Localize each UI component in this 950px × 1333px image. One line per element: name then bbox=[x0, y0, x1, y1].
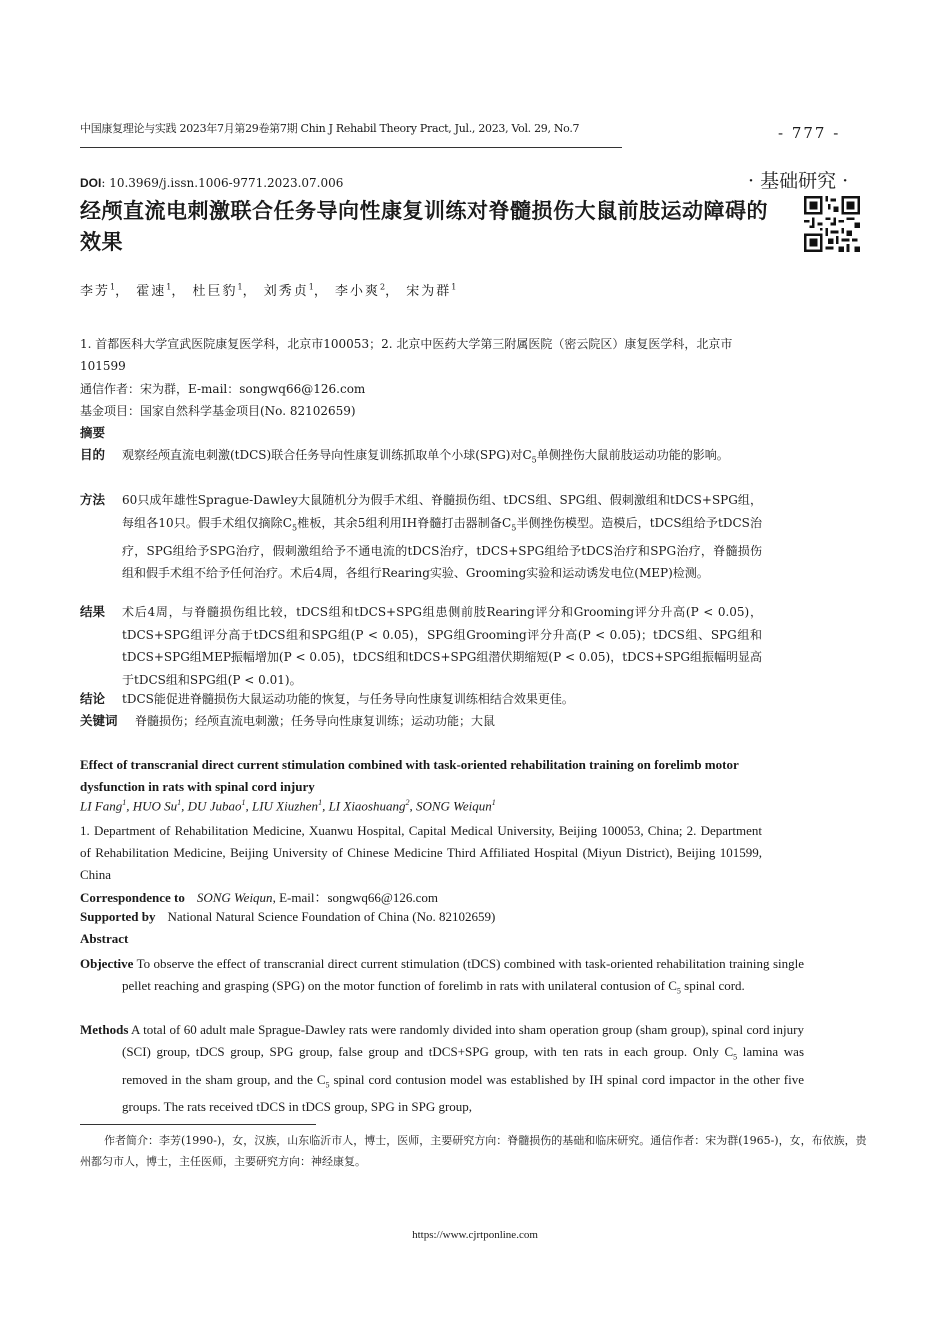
authors-en: LI Fang$^1$, HUO Su$^1$, DU Jubao$^1$, LIU Xiuzhen$^1$, LI Xiaoshuang$^2$, SONG Weiqun$^1$ bbox=[80, 798, 496, 814]
keywords-cn: 关键词 脊髓损伤；经颅直流电刺激；任务导向性康复训练；运动功能；大鼠 bbox=[80, 710, 762, 733]
abstract-methods-en: Methods A total of 60 adult male Sprague-Dawley rats were randomly divided into sham operation group (sham group), spinal cord injury (SCI) group, tDCS group, SPG group, false group and tDCS+SPG group, with ten rats in each group. Only $C_5$ lamina was removed in the sham group, and the $C_5$ spinal cord contusion model was established by IH spinal cord impactor in the other five groups. The rats received tDCS in tDCS group, SPG in SPG group, bbox=[80, 1022, 805, 1115]
author-cn: 李芳 bbox=[80, 284, 111, 299]
section-tag: · 基础研究 · bbox=[748, 170, 849, 192]
abstract-objective-cn: 目的 观察经颅直流电刺激(tDCS)联合任务导向性康复训练抓取单个小球(SPG)对$C_5$单侧挫伤大鼠前肢运动功能的影响。 bbox=[80, 444, 762, 472]
affiliations-en: 1. Department of Rehabilitation Medicine, Xuanwu Hospital, Capital Medical University, Beijing 100053, China; 2. Department of Rehabilitation Medicine, Beijing University of Chinese Medicine Third Affiliated Hospital (Miyun District), Beijing 101599, China bbox=[80, 823, 762, 882]
abstract-objective-en: Objective To observe the effect of transcranial direct current stimulation (tDCS) combined with task-oriented rehabilitation training single pellet reaching and grasping (SPG) on the motor function of forelimb in rats with unilateral contusion of $C_5$ spinal cord. bbox=[80, 956, 804, 996]
abstract-heading-en: Abstract bbox=[80, 931, 129, 946]
methods-label: 方法 bbox=[80, 492, 106, 507]
article-title-cn: 经颅直流电刺激联合任务导向性康复训练对脊髓损伤大鼠前肢运动障碍的效果 bbox=[80, 199, 768, 254]
doi bbox=[80, 176, 343, 190]
funding-cn: 基金项目：国家自然科学基金项目(No. 82102659) bbox=[80, 404, 356, 418]
abstract-methods-cn: 方法 60只成年雄性Sprague-Dawley大鼠随机分为假手术组、脊髓损伤组、tDCS组、SPG组、假刺激组和tDCS+SPG组，每组各10只。假手术组仅摘除$C_5$椎板，其余5组利用IH脊髓打击器制备$C_5$半侧挫伤模型。造模后，tDCS组给予tDCS治疗，SPG组给予SPG治疗，假刺激组给予不通电流的tDCS治疗，tDCS+SPG组给予tDCS治疗和SPG治疗，脊髓损伤组和假手术组不给予任何治疗。术后4周，各组行Rearing实验、Grooming实验和运动诱发电位(MEP)检测。 bbox=[80, 489, 762, 585]
authors-cn: 李芳$^1$， 霍速$^1$， 杜巨豹$^1$， 刘秀贞$^1$， 李小爽$^2$， 宋为群$^1$ bbox=[80, 282, 457, 299]
page-number: - 777 - bbox=[778, 124, 841, 142]
running-head: 中国康复理论与实践 2023年7月第29卷第7期 Chin J Rehabil Theory Pract, Jul., 2023, Vol. 29, No.7 bbox=[80, 120, 622, 148]
author-cn: 杜巨豹 bbox=[192, 284, 238, 299]
author-cn: 李小爽 bbox=[335, 284, 381, 299]
objective-label: 目的 bbox=[80, 447, 106, 462]
author-cn: 霍速 bbox=[136, 284, 167, 299]
article-title-en: Effect of transcranial direct current stimulation combined with task-oriented rehabilitation training on forelimb motor dysfunction in rats with spinal cord injury bbox=[80, 757, 739, 794]
correspondence-cn: 通信作者：宋为群，E-mail：songwq66@126.com bbox=[80, 382, 366, 396]
correspondence-en: Correspondence to SONG Weiqun, E-mail：songwq66@126.com bbox=[80, 890, 438, 905]
author-cn: 刘秀贞 bbox=[263, 284, 309, 299]
conclusion-label: 结论 bbox=[80, 691, 106, 706]
author-footnote: 作者简介：李芳(1990-)，女，汉族，山东临沂市人，博士，医师，主要研究方向：脊髓损伤的基础和临床研究。通信作者：宋为群(1965-)，女，布依族，贵州都匀市人，博士，主任医师，主要研究方向：神经康复。 bbox=[80, 1134, 867, 1168]
supported-by-en: Supported by National Natural Science Foundation of China (No. 82102659) bbox=[80, 909, 496, 924]
author-cn: 宋为群 bbox=[406, 284, 452, 299]
footnote-divider bbox=[80, 1124, 316, 1125]
affiliations-cn: 1. 首都医科大学宣武医院康复医学科，北京市100053；2. 北京中医药大学第三附属医院（密云院区）康复医学科，北京市101599 bbox=[80, 337, 733, 373]
results-label: 结果 bbox=[80, 604, 106, 619]
qr-code-icon bbox=[804, 196, 860, 252]
abstract-heading-cn: 摘要 bbox=[80, 425, 106, 440]
abstract-conclusion-cn: 结论 tDCS能促进脊髓损伤大鼠运动功能的恢复，与任务导向性康复训练相结合效果更佳。 bbox=[80, 688, 762, 711]
doi-value[interactable]: : 10.3969/j.issn.1006-9771.2023.07.006 bbox=[101, 176, 344, 190]
abstract-results-cn: 结果 术后4周，与脊髓损伤组比较，tDCS组和tDCS+SPG组患侧前肢Rearing评分和Grooming评分升高(P < 0.05)，tDCS+SPG组评分高于tDCS组和SPG组(P < 0.05)，SPG组Grooming评分升高(P < 0.05)；tDCS组、SPG组和tDCS+SPG组MEP振幅增加(P < 0.05)，tDCS组和tDCS+SPG组潜伏期缩短(P < 0.05)，tDCS+SPG组振幅明显高于tDCS组和SPG组(P < 0.01)。 bbox=[80, 601, 762, 691]
keywords-label: 关键词 bbox=[80, 713, 118, 728]
footer-url-link[interactable]: https://www.cjrtponline.com bbox=[412, 1229, 538, 1241]
doi-label: DOI bbox=[80, 176, 102, 190]
